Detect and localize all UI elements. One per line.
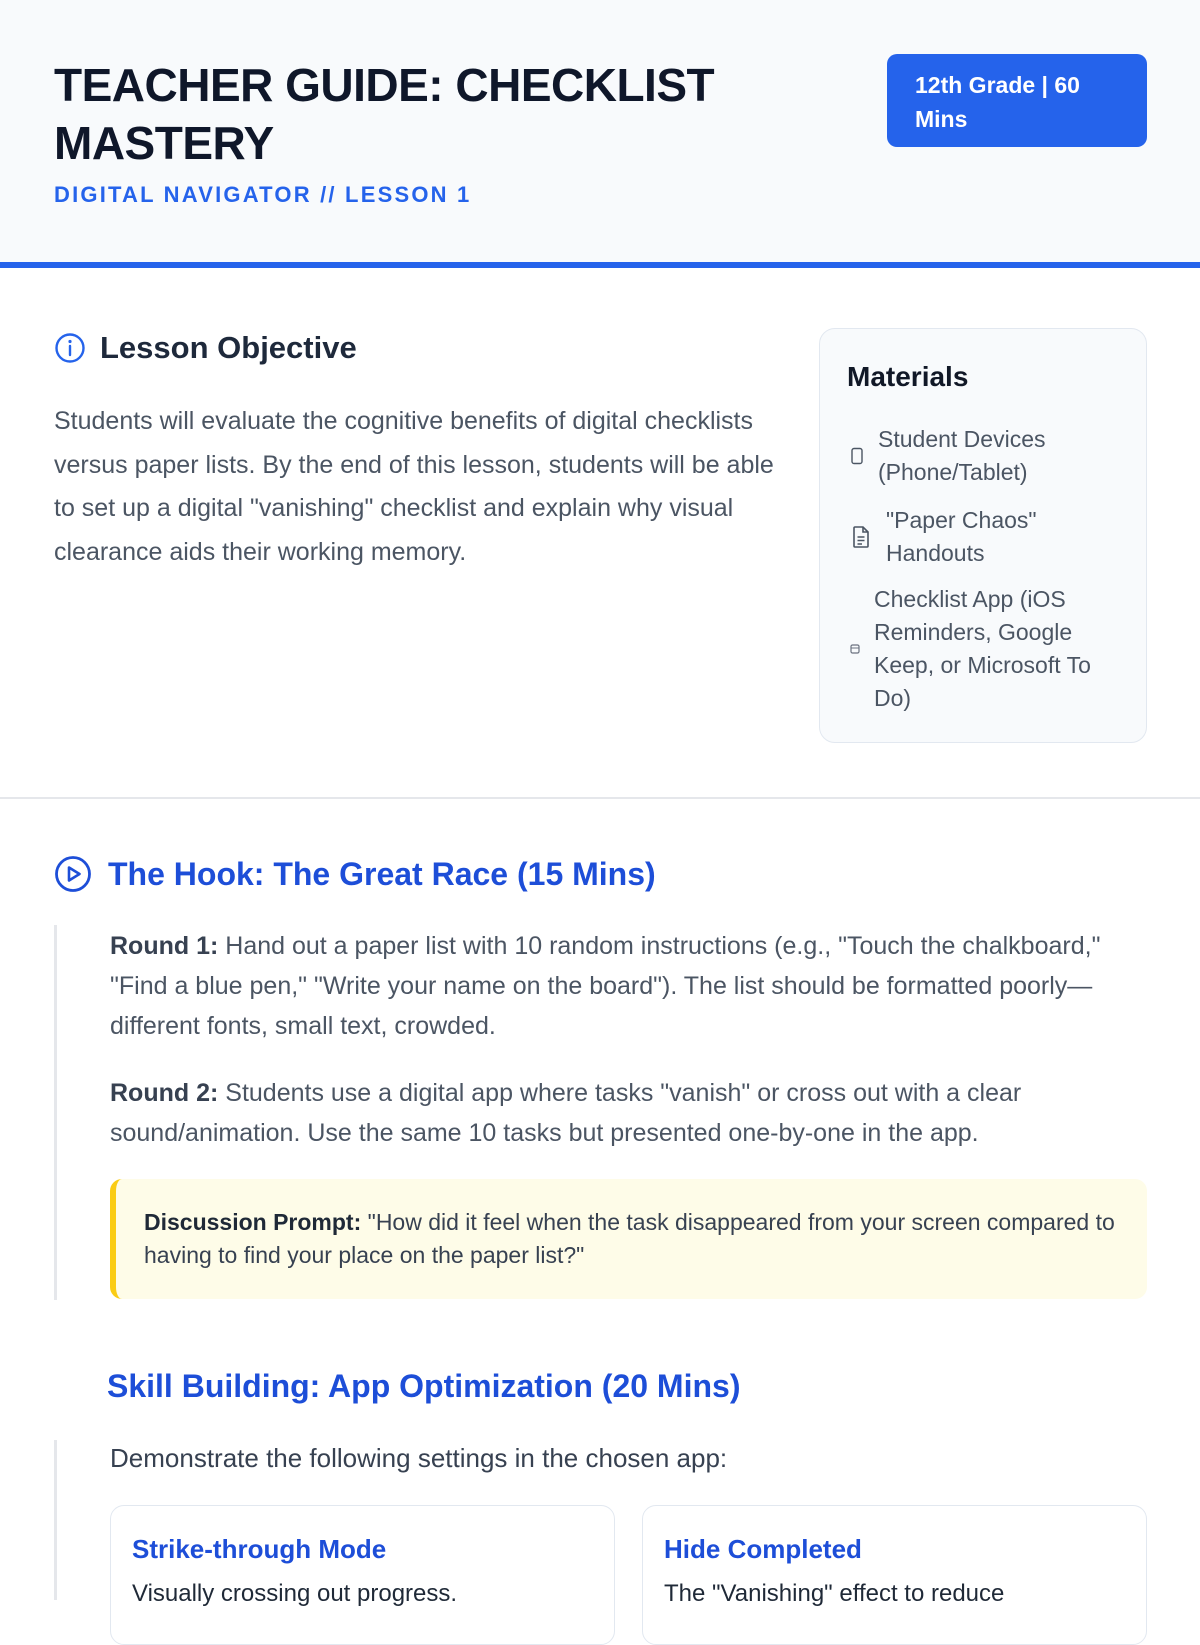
setting-card-desc: Visually crossing out progress.	[132, 1580, 458, 1607]
discussion-prompt	[110, 1179, 1147, 1299]
setting-card	[642, 1505, 1147, 1645]
material-label: Student Devices (Phone/Tablet)	[878, 426, 1046, 485]
setting-card-title: Hide Completed	[664, 1534, 862, 1564]
section-divider	[0, 797, 1200, 799]
material-item	[850, 583, 1124, 715]
skill-intro: Demonstrate the following settings in the chosen app:	[110, 1443, 728, 1473]
materials-title: Materials	[847, 361, 969, 392]
setting-card-desc: The "Vanishing" effect to reduce	[664, 1580, 1005, 1607]
round-2-label: Round 2:	[110, 1079, 219, 1107]
objective-title: Lesson Objective	[100, 330, 357, 365]
round-1-body: Hand out a paper list with 10 random instructions (e.g., "Touch the chalkboard," "Find a blue pen," "Write your name on the board"). The list should be formatted poorly—different fonts, small text, crowded.	[110, 932, 1101, 1040]
header	[0, 0, 1200, 268]
document-icon	[850, 525, 872, 549]
round-2-body: Students use a digital app where tasks "vanish" or cross out with a clear sound/animation. Use the same 10 tasks but presented one-by-one in the app.	[110, 1079, 1022, 1147]
phone-icon	[850, 447, 864, 465]
page-title: TEACHER GUIDE: CHECKLIST MASTERY	[54, 59, 715, 169]
round-2-text	[110, 1073, 1150, 1153]
setting-card-title: Strike-through Mode	[132, 1534, 387, 1564]
prompt-label: Discussion Prompt:	[144, 1209, 362, 1235]
materials-card	[819, 328, 1147, 743]
material-label: "Paper Chaos" Handouts	[886, 507, 1037, 566]
prompt-body: "How did it feel when the task disappeared from your screen compared to having to find your place on the paper list?"	[144, 1209, 1115, 1268]
hook-heading	[54, 855, 656, 893]
setting-card	[110, 1505, 615, 1645]
hook-title: The Hook: The Great Race (15 Mins)	[108, 855, 656, 892]
app-icon	[850, 644, 860, 654]
grade-duration-badge: 12th Grade | 60 Mins	[887, 54, 1147, 147]
info-icon	[54, 332, 86, 364]
material-item	[850, 504, 1086, 570]
round-1-text	[110, 926, 1150, 1046]
play-circle-icon	[54, 855, 92, 893]
round-1-label: Round 1:	[110, 932, 219, 960]
objective-text: Students will evaluate the cognitive benefits of digital checklists versus paper lists. By the end of this lesson, students will be able to set up a digital "vanishing" checklist and explain why visual clearance aids their working memory.	[54, 407, 774, 566]
objective-heading	[54, 330, 357, 366]
material-label: Checklist App (iOS Reminders, Google Keep, or Microsoft To Do)	[874, 586, 1091, 711]
skill-title: Skill Building: App Optimization (20 Mins)	[107, 1368, 741, 1404]
skill-heading	[107, 1368, 740, 1405]
material-item	[850, 423, 1128, 489]
page-subtitle: DIGITAL NAVIGATOR // LESSON 1	[54, 182, 472, 207]
hook-rule	[54, 925, 57, 1300]
skill-rule	[54, 1440, 57, 1600]
